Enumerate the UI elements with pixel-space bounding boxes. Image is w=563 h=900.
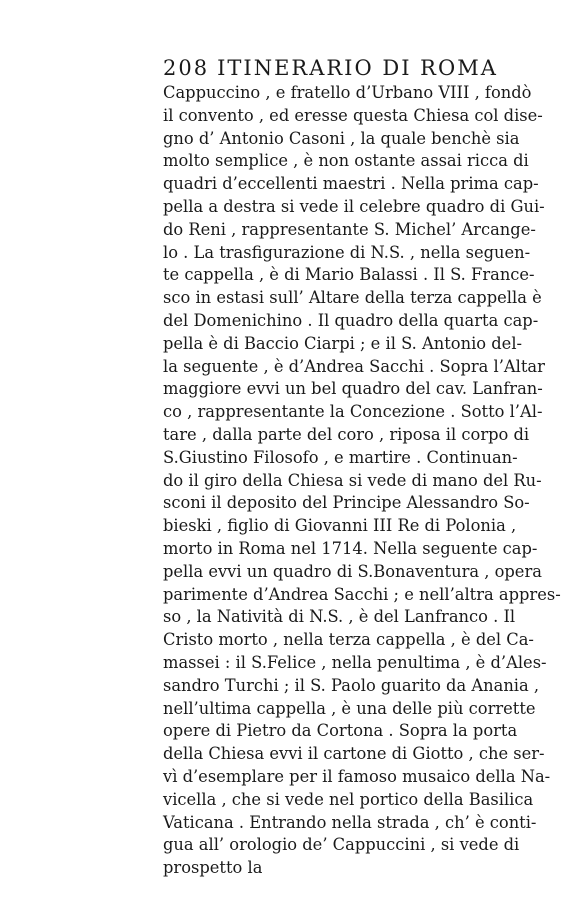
page-number: 208 — [163, 56, 210, 80]
text-line: Cristo morto , nella terza cappella , è del Ca- — [163, 630, 534, 650]
text-line: do il giro della Chiesa si vede di mano del Ru- — [163, 470, 542, 490]
text-line: massei : il S.Felice , nella penultima , è d’Ales- — [163, 652, 547, 672]
text-line: vicella , che si vede nel portico della Basilica — [163, 789, 534, 809]
text-line: maggiore evvi un bel quadro del cav. Lanfran- — [163, 379, 543, 399]
text-line: S.Giustino Filosofo , e martire . Continuan- — [163, 447, 518, 467]
running-header — [163, 55, 503, 81]
text-line: molto semplice , è non ostante assai ricca di — [163, 151, 529, 171]
text-line: la seguente , è d’Andrea Sacchi . Sopra l’Altar — [163, 356, 545, 376]
text-line: nell’ultima cappella , è una delle più corrette — [163, 698, 536, 718]
text-line: so , la Natività di N.S. , è del Lanfranco . Il — [163, 607, 516, 627]
text-line: bieski , figlio di Giovanni III Re di Polonia , — [163, 516, 517, 536]
text-line: sco in estasi sull’ Altare della terza cappella è — [163, 288, 542, 308]
text-line: gua all’ orologio de’ Cappuccini , si vede di — [163, 835, 520, 855]
text-line: sconi il deposito del Principe Alessandro So- — [163, 493, 530, 513]
text-line: morto in Roma nel 1714. Nella seguente cap- — [163, 538, 538, 558]
text-line: lo . La trasfigurazione di N.S. , nella seguen- — [163, 242, 531, 262]
text-line: co , rappresentante la Concezione . Sotto l’Al- — [163, 402, 543, 422]
text-line: vì d’esemplare per il famoso musaico della Na- — [163, 766, 551, 786]
text-line: gno d’ Antonio Casoni , la quale benchè sia — [163, 128, 520, 148]
text-line: sandro Turchi ; il S. Paolo guarito da Anania , — [163, 675, 540, 695]
text-line: quadri d’eccellenti maestri . Nella prima cap- — [163, 174, 539, 194]
text-line: tare , dalla parte del coro , riposa il corpo di — [163, 424, 530, 444]
text-line: pella è di Baccio Ciarpi ; e il S. Antonio del- — [163, 333, 523, 353]
text-line: parimente d’Andrea Sacchi ; e nell’altra appres- — [163, 584, 561, 604]
text-line: Vaticana . Entrando nella strada , ch’ è conti- — [163, 812, 537, 832]
text-line: Cappuccino , e fratello d’Urbano VIII , fondò — [163, 83, 532, 102]
body-text — [163, 82, 561, 880]
text-line: del Domenichino . Il quadro della quarta cap- — [163, 310, 539, 330]
text-line: do Reni , rappresentante S. Michel’ Arcange- — [163, 219, 536, 239]
text-line: della Chiesa evvi il cartone di Giotto , che ser- — [163, 744, 545, 764]
text-line: te cappella , è di Mario Balassi . Il S. France- — [163, 265, 535, 285]
text-line: opere di Pietro da Cortona . Sopra la porta — [163, 721, 518, 741]
text-line: pella a destra si vede il celebre quadro di Gui- — [163, 196, 545, 216]
running-title: ITINERARIO DI ROMA — [217, 56, 498, 80]
text-line: il convento , ed eresse questa Chiesa col dise- — [163, 105, 543, 125]
text-line: prospetto la — [163, 858, 263, 878]
text-line: pella evvi un quadro di S.Bonaventura , opera — [163, 561, 542, 581]
